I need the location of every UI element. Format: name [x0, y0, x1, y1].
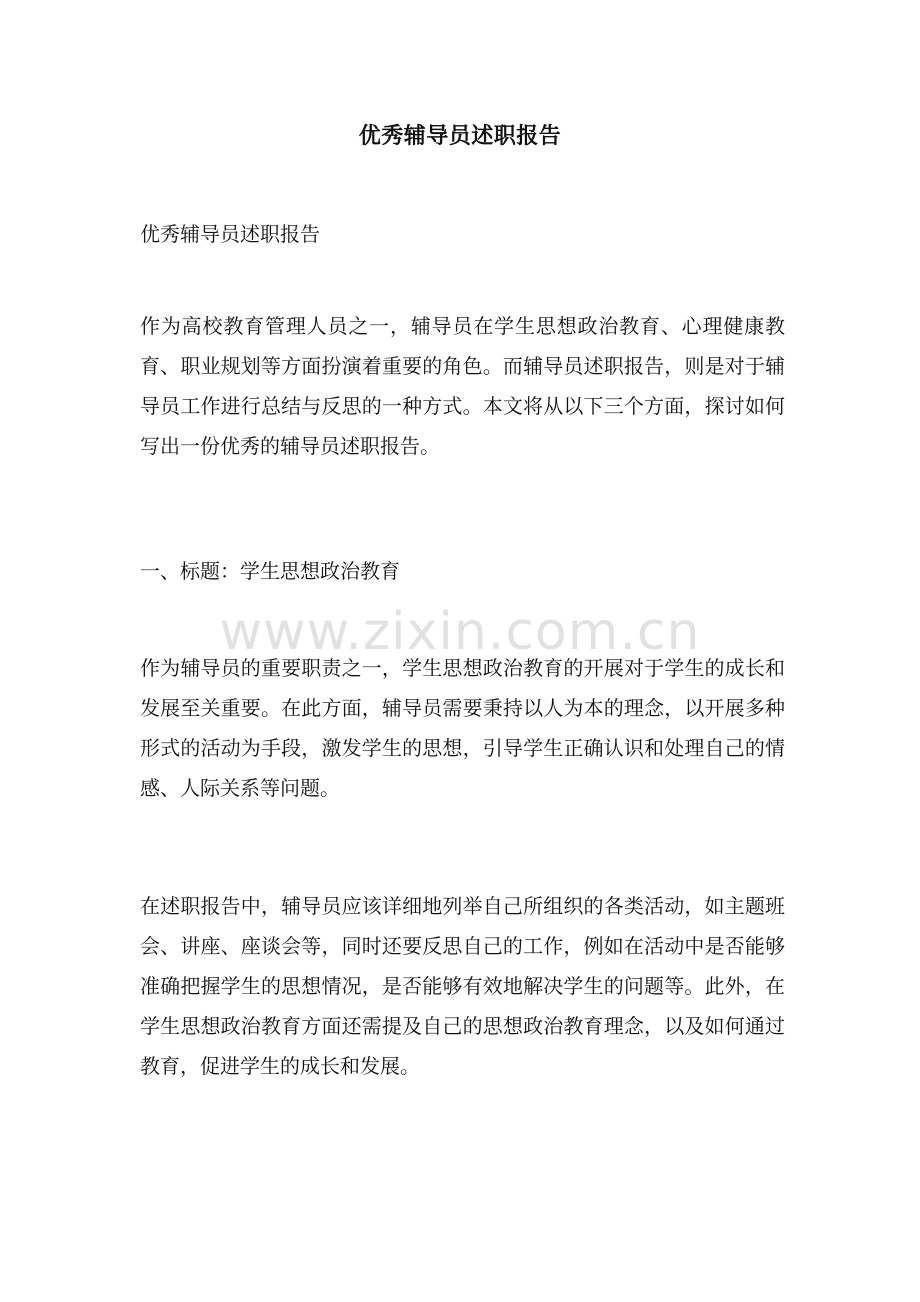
watermark: www.zixin.com.cn	[219, 602, 701, 662]
intro-paragraph: 作为高校教育管理人员之一，辅导员在学生思想政治教育、心理健康教育、职业规划等方面扮演着重要的角色。而辅导员述职报告，则是对于辅导员工作进行总结与反思的一种方式。本文将从以下三个方面，探讨如何写出一份优秀的辅导员述职报告。	[140, 314, 785, 458]
document-title: 优秀辅导员述职报告	[358, 123, 562, 149]
section-heading: 一、标题：学生思想政治教育	[140, 559, 400, 583]
body-paragraph: 作为辅导员的重要职责之一，学生思想政治教育的开展对于学生的成长和发展至关重要。在此方面，辅导员需要秉持以人为本的理念，以开展多种形式的活动为手段，激发学生的思想，引导学生正确认识和处理自己的情感、人际关系等问题。	[140, 656, 785, 800]
body-paragraph: 在述职报告中，辅导员应该详细地列举自己所组织的各类活动，如主题班会、讲座、座谈会等，同时还要反思自己的工作，例如在活动中是否能够准确把握学生的思想情况，是否能够有效地解决学生的问题等。此外，在学生思想政治教育方面还需提及自己的思想政治教育理念，以及如何通过教育，促进学生的成长和发展。	[140, 894, 785, 1078]
document-subtitle: 优秀辅导员述职报告	[140, 222, 320, 246]
